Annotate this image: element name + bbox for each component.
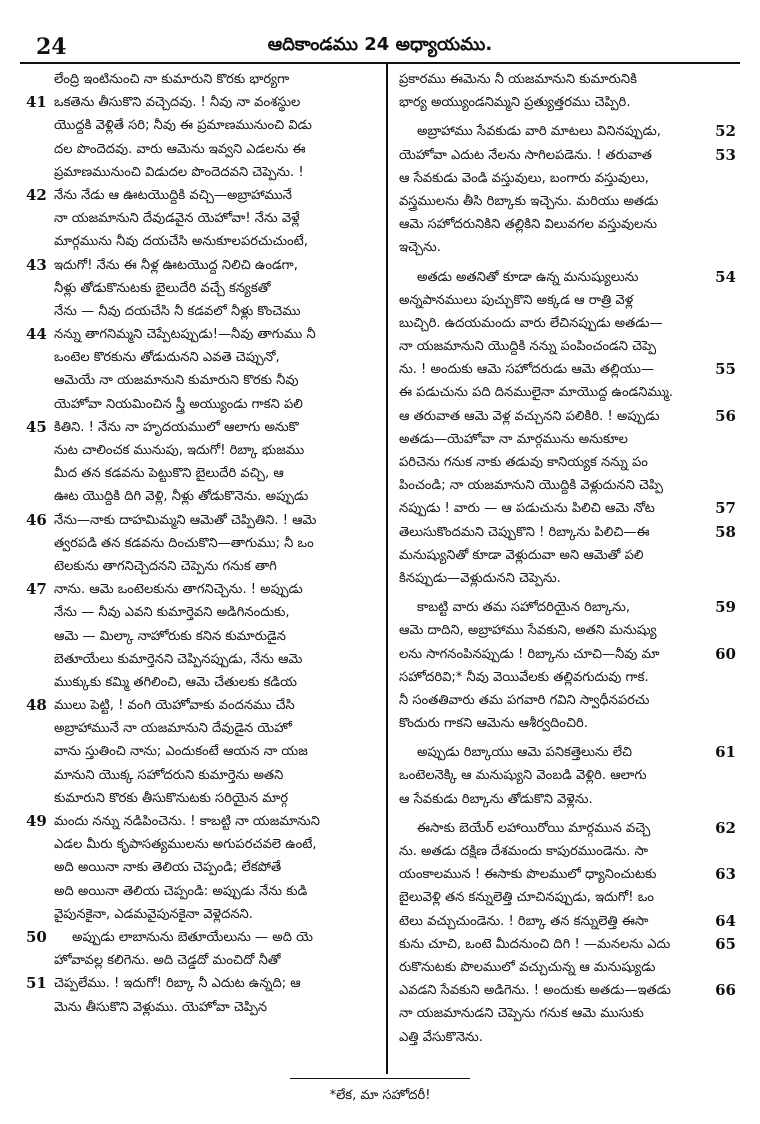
line-text: నీ సంతతివారు తమ పగవారి గవిని స్వాధీనపరచు: [399, 692, 650, 708]
text-line: [54, 114, 378, 137]
text-line: [399, 213, 706, 236]
verse-number: 60: [715, 644, 736, 663]
text-line: [399, 1002, 706, 1025]
verse-number: 50: [26, 927, 47, 946]
line-text: ఇచ్చెను.: [399, 240, 441, 256]
line-text: ఆమె దాదిని, అబ్రాహాము సేవకుని, అతని మనుష్యు: [399, 623, 657, 639]
line-text: వైపునకైనా, ఎడమవైపునకైనా వెళ్లెదనని.: [54, 906, 253, 922]
verse-number: 57: [715, 499, 736, 518]
line-text: అతడు అతనితో కూడా ఉన్న మనుష్యులును: [417, 269, 639, 285]
line-text: ఊట యొద్దికి దిగి వెళ్లి, నీళ్లు తోడుకొనెను. అప్పుడు: [54, 489, 309, 505]
line-text: ఒంటెల కొరకును తోడుదునని ఎవతె చెప్పునో,: [54, 350, 280, 366]
text-line: [54, 207, 378, 230]
line-text: ను. అతడు దక్షిణ దేశమందు కాపురముండెను. సా: [399, 844, 649, 859]
line-text: ఆ సేవకుడు వెండి వస్తువులు, బంగారు వస్తువులు,: [399, 170, 649, 186]
line-text: దల పొందెదవు. వారు ఆమెను ఇవ్వని ఎడలను ఈ: [54, 141, 306, 157]
line-text: ఎడల మీరు కృపాసత్యములను అగుపరచవలె ఉంటే,: [54, 837, 317, 853]
line-text: ఆమె సహోదరునికిని తల్లికిని విలువగల వస్తువులను: [399, 217, 658, 233]
text-line: [399, 474, 706, 497]
line-text: కొందురు గాకని ఆమెను ఆశీర్వదించిరి.: [399, 716, 588, 732]
line-text: టెలకును తాగనిచ్చెదనని చెప్పెను గనుక తాగి: [54, 558, 277, 574]
text-line: [54, 393, 378, 416]
line-text: నాను. ఆమె ఒంటెలకును తాగనిచ్చెను. ! అప్పుడు: [54, 582, 303, 598]
text-line: [399, 312, 706, 335]
line-text: నేను నేడు ఆ ఊటయొద్దికి వచ్చి—అబ్రాహామునే: [54, 187, 292, 203]
text-line: [54, 369, 378, 392]
line-text: నప్పుడు ! వారు — ఆ పడుచును పిలిచి ఆమె నోట: [399, 501, 655, 517]
text-line: [54, 833, 378, 856]
line-text: నీళ్లు తోడుకొనుటకు బైలుదేరి వచ్చే కన్యకతో: [54, 280, 271, 296]
verse-number: 62: [715, 818, 736, 837]
text-line: [399, 886, 706, 909]
text-line: [54, 949, 378, 972]
line-text: టెలు వచ్చుచుండెను. ! రిబ్కా తన కన్నులెత్తి ఈసా: [399, 913, 649, 929]
line-text: రుకొనుటకు పొలములో వచ్చుచున్న ఆ మనుష్యుడు: [399, 959, 656, 975]
text-line: [54, 138, 378, 161]
text-line: [399, 335, 706, 358]
verse-number: 64: [715, 911, 736, 930]
text-line: [26, 810, 378, 833]
line-text: పించండి; నా యజమానుని యొద్దికి వెళ్లుదునని చెప్పి: [399, 478, 663, 494]
line-text: భార్య అయ్యుండనిమ్మని ప్రత్యుత్తరము చెప్పిరి.: [399, 95, 631, 111]
text-line: [399, 91, 706, 114]
line-text: కును చూచి, ఒంటె మీదనుంచి దిగి ! —మనలను ఎదు: [399, 936, 671, 952]
text-line: [26, 323, 378, 346]
text-line: [399, 643, 736, 666]
line-text: అన్నపానములు పుచ్చుకొని అక్కడ ఆ రాత్రి వెళ్ల: [399, 292, 634, 308]
verse-number: 58: [715, 522, 736, 541]
line-text: యెహోవా ఎదుట నేలను సాగిలపడెను. ! తరువాత: [399, 147, 652, 163]
text-line: [399, 289, 706, 312]
line-text: మార్గమును నీవు దయచేసి అనుకూలపరచుచుంటే,: [54, 234, 308, 250]
line-text: ఈ పడుచును పది దినములైనా మాయొద్ద ఉండనిమ్ము.: [399, 385, 674, 401]
text-line: [26, 509, 378, 532]
line-text: లేంద్రి ఇంటినుంచి నా కుమారుని కొరకు భార్యగా: [54, 72, 290, 87]
line-text: త్వరపడి తన కడవను దించుకొని—తాగుము; నీ ఒం: [54, 535, 314, 551]
line-text: అప్పుడు లాబానును బెతూయేలును — అది యె: [72, 929, 314, 945]
text-line: [399, 712, 706, 735]
verse-number: 52: [715, 122, 736, 141]
line-text: ఆమెయే నా యజమానుని కుమారుని కొరకు నీవు: [54, 373, 299, 389]
line-text: కాబట్టి వారు తమ సహోదరియైన రిబ్కాను,: [417, 600, 631, 616]
line-text: మానుని యొక్క సహోదరుని కుమార్తెను అతని: [54, 767, 284, 783]
text-line: [399, 144, 736, 167]
line-text: నా యజమానుని యొద్దికి నన్ను పంపించండని చెప్పె: [399, 339, 657, 355]
text-line: [26, 926, 378, 949]
text-line: [54, 555, 378, 578]
line-text: నా యజమానుని దేవుడవైన యెహోవా! నేను వెళ్లే: [54, 211, 300, 227]
footnote-rule: [290, 1078, 470, 1079]
line-text: ఆ తరువాత ఆమె వెళ్ల వచ్చునని పలికిరి. ! అప్పుడు: [399, 408, 660, 424]
line-text: హోవావల్ల కలిగెను. అది చెడ్డదో మంచిదో నీతో: [54, 953, 281, 969]
line-text: యొద్దకి వెళ్లితే సరి; నీవు ఈ ప్రమాణమునుంచి విడు: [54, 118, 312, 134]
text-line: [399, 764, 706, 787]
line-text: బెతూయేలు కుమార్తెనని చెప్పినప్పుడు, నేను ఆమె: [54, 651, 303, 667]
page-header: [20, 28, 740, 64]
verse-number: 56: [715, 406, 736, 425]
line-text: అది అయినా తెలియ చెప్పండి: అప్పుడు నేను కుడి: [54, 883, 308, 899]
verse-number: 54: [715, 267, 736, 286]
text-line: [399, 1026, 706, 1049]
text-line: [399, 405, 736, 428]
verse-number: 59: [715, 598, 736, 617]
text-line: [26, 578, 378, 601]
verse-number: 63: [715, 865, 736, 884]
text-line: [54, 346, 378, 369]
verse-number: 66: [715, 981, 736, 1000]
text-line: [399, 428, 706, 451]
text-line: [399, 451, 706, 474]
text-line: [26, 694, 378, 717]
line-text: ఎవడని సేవకుని అడిగెను. ! అందుకు అతడు—ఇతడు: [399, 983, 671, 999]
line-text: అప్పుడు రిబ్కాయు ఆమె పనికత్తెలును లేచి: [417, 745, 633, 761]
text-line: [54, 856, 378, 879]
line-text: పరిచెను గనుక నాకు తడువు కానియ్యక నన్ను పం: [399, 455, 648, 470]
text-line: [54, 648, 378, 671]
verse-number: 47: [26, 580, 47, 599]
line-text: అబ్రాహాము సేవకుడు వారి మాటలు వినినప్పుడు,: [417, 124, 661, 140]
text-line: [399, 167, 706, 190]
text-line: [54, 68, 378, 91]
line-text: అతడు—యెహోవా నా మార్గమును అనుకూల: [399, 431, 628, 447]
line-text: మెను తీసుకొని వెళ్లుము. యెహోవా చెప్పిన: [54, 999, 268, 1015]
line-text: ఆ సేవకుడు రిబ్కాను తోడుకొని వెళ్లెను.: [399, 791, 593, 807]
text-line: [54, 764, 378, 787]
column-divider: [386, 64, 388, 1074]
line-text: కినప్పుడు—వెళ్లుదునని చెప్పెను.: [399, 570, 561, 586]
verse-number: 46: [26, 510, 47, 529]
text-line: [54, 740, 378, 763]
text-line: [399, 120, 736, 143]
text-line: [399, 666, 706, 689]
text-line: [54, 230, 378, 253]
verse-number: 44: [26, 325, 47, 344]
text-line: [399, 236, 706, 259]
line-text: నేను — నీవు ఎవని కుమార్తెవని అడిగినందుకు,: [54, 605, 290, 621]
page-number: 24: [36, 34, 67, 60]
verse-number: 43: [26, 255, 47, 274]
line-text: నన్ను తాగనిమ్మని చెప్పేటప్పుడు!—నీవు తాగుము నీ: [54, 327, 316, 343]
text-line: [399, 381, 706, 404]
line-text: యెహోవా నియమించిన స్త్రీ అయ్యుండు గాకని పలి: [54, 396, 303, 412]
line-text: ను. ! అందుకు ఆమె సహోదరుడు ఆమె తల్లియు—: [399, 362, 655, 378]
text-line: [399, 544, 706, 567]
line-text: నేను — నీవు దయచేసి నీ కడవలో నీళ్లు కొంచెము: [54, 303, 301, 319]
text-line: [399, 840, 706, 863]
line-text: వస్త్రములను తీసి రిబ్కాకు ఇచ్చెను. మరియు అతడు: [399, 193, 659, 209]
text-line: [54, 996, 378, 1019]
verse-number: 48: [26, 696, 47, 715]
verse-number: 45: [26, 417, 47, 436]
line-text: చెప్పలేము. ! ఇదుగో! రిబ్కా నీ ఎదుట ఉన్నది; ఆ: [54, 976, 301, 992]
text-line: [26, 254, 378, 277]
line-text: నేను—నాకు దాహమిమ్మని ఆమెతో చెప్పితిని. ! ఆమె: [54, 512, 317, 528]
text-line: [54, 671, 378, 694]
text-line: [54, 300, 378, 323]
text-line: [54, 532, 378, 555]
line-text: బుచ్చిరి. ఉదయమందు వారు లేచినప్పుడు అతడు—: [399, 315, 663, 331]
footnote: *లేక, మా సహోదరీ!: [329, 1088, 431, 1103]
line-text: మీద తన కడవను పెట్టుకొని బైలుదేరి వచ్చి, ఆ: [54, 466, 284, 482]
text-line: [26, 91, 378, 114]
verse-number: 61: [715, 743, 736, 762]
verse-number: 51: [26, 974, 47, 993]
line-text: ఈసాకు బెయేర్ లహాయిరోయి మార్గమున వచ్చె: [417, 820, 651, 836]
text-line: [26, 416, 378, 439]
text-line: [399, 788, 706, 811]
text-line: [399, 619, 706, 642]
verse-number: 42: [26, 185, 47, 204]
text-line: [54, 601, 378, 624]
text-line: [399, 521, 736, 544]
text-line: [54, 485, 378, 508]
text-line: [54, 717, 378, 740]
text-line: [399, 863, 736, 886]
text-line: [399, 956, 706, 979]
line-text: కితిని. ! నేను నా హృదయములో ఆలాగు అనుకొ: [54, 419, 299, 435]
line-text: అది అయినా నాకు తెలియ చెప్పండి; లేకపోతే: [54, 860, 282, 876]
text-line: [54, 439, 378, 462]
text-line: [399, 741, 736, 764]
line-text: ఒకతెను తీసుకొని వచ్చెదవు. ! నీవు నా వంశస్థుల: [54, 95, 301, 111]
line-text: యంకాలమున ! ఈసాకు పొలములో ధ్యానించుటకు: [399, 867, 657, 883]
text-columns: [20, 64, 740, 1074]
text-line: [399, 689, 706, 712]
verse-number: 41: [26, 93, 47, 112]
text-line: [399, 817, 736, 840]
line-text: ములు పెట్టి, ! వంగి యెహోవాకు వందనము చేసి: [54, 698, 295, 714]
text-line: [26, 184, 378, 207]
line-text: నా యజమానుడని చెప్పెను గనుక ఆమె ముసుకు: [399, 1006, 644, 1022]
line-text: తెలుసుకొందమని చెప్పుకొని ! రిబ్కాను పిలిచి—ఈ: [399, 524, 650, 540]
text-line: [399, 190, 706, 213]
text-line: [399, 567, 706, 590]
line-text: బైలువెళ్లి తన కన్నులెత్తి చూచినప్పుడు, ఇదుగో! ఒం: [399, 890, 654, 906]
line-text: ప్రకారము ఈమెను నీ యజమానుని కుమారునికి: [399, 72, 637, 87]
verse-number: 65: [715, 934, 736, 953]
line-text: సహోదరివి;* నీవు వెయివేలకు తల్లివగుదువు గాక.: [399, 669, 649, 685]
verse-number: 53: [715, 145, 736, 164]
text-line: [399, 933, 736, 956]
line-text: కుమారుని కొరకు తీసుకొనుటకు సరియైన మార్గ: [54, 790, 289, 806]
text-line: [399, 266, 736, 289]
text-line: [399, 910, 736, 933]
line-text: ముక్కుకు కమ్మి తగిలించి, ఆమె చేతులకు కడియ: [54, 674, 297, 690]
text-line: [399, 68, 706, 91]
line-text: లను సాగనంపినప్పుడు ! రిబ్కాను చూచి—నీవు మా: [399, 646, 660, 662]
line-text: నుట చాలించక మునుపు, ఇదుగో! రిబ్కా భుజము: [54, 443, 305, 458]
text-line: [54, 462, 378, 485]
text-line: [54, 277, 378, 300]
text-line: [399, 979, 736, 1002]
running-title: ఆదికాండము 24 అధ్యాయము.: [267, 34, 493, 55]
text-line: [54, 880, 378, 903]
right-column: [389, 64, 740, 1074]
verse-number: 55: [715, 360, 736, 379]
text-line: [54, 787, 378, 810]
text-line: [399, 497, 736, 520]
line-text: ఆమె — మిల్కా నాహోరుకు కనిన కుమారుడైన: [54, 628, 286, 644]
text-line: [26, 972, 378, 995]
text-line: [54, 903, 378, 926]
text-line: [399, 358, 736, 381]
line-text: ప్రమాణమునుంచి విడుదల పొందెదవని చెప్పెను. !: [54, 164, 304, 180]
verse-number: 49: [26, 812, 47, 830]
bible-page: [20, 28, 740, 1110]
line-text: వాను స్తుతించి నాను; ఎందుకంటే ఆయన నా యజ: [54, 744, 308, 760]
line-text: ఒంటెలనెక్కి ఆ మనుష్యుని వెంబడి వెళ్లిరి. ఆలాగు: [399, 768, 647, 784]
left-column: [20, 64, 388, 1074]
line-text: మందు నన్ను నడిపించెను. ! కాబట్టి నా యజమానుని: [54, 814, 320, 829]
text-line: [54, 161, 378, 184]
line-text: మనుష్యునితో కూడా వెళ్లుదువా అని ఆమెతో పలి: [399, 547, 644, 563]
line-text: అబ్రాహామునే నా యజమానుని దేవుడైన యెహో: [54, 721, 292, 737]
line-text: ఇదుగో! నేను ఈ నీళ్ల ఊటయొద్ద నిలిచి ఉండగా,: [54, 257, 298, 273]
text-line: [399, 596, 736, 619]
text-line: [54, 625, 378, 648]
line-text: ఎత్తి వేసుకొనెను.: [399, 1029, 483, 1045]
